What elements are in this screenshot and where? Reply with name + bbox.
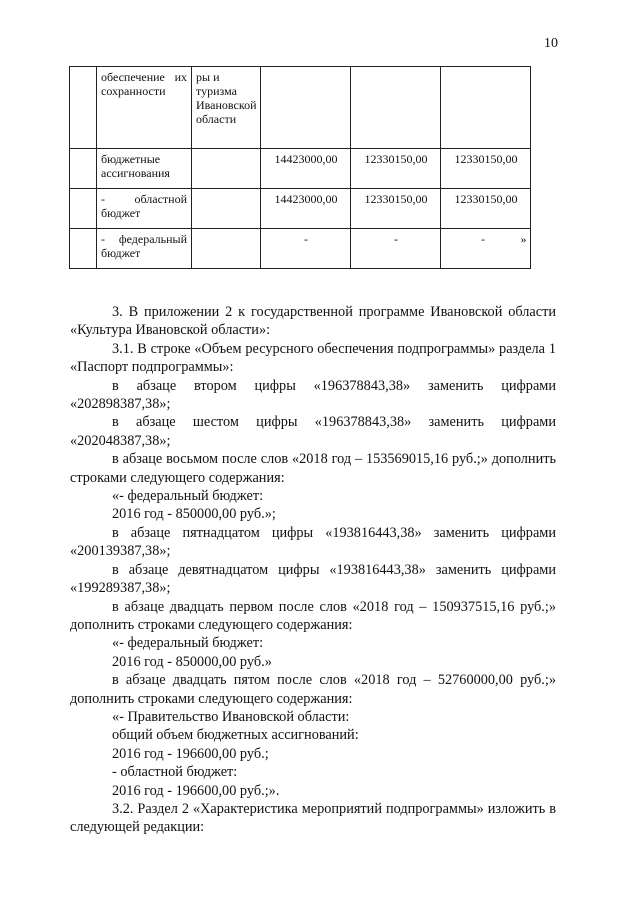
table-row xyxy=(70,149,531,189)
amount-2018-cell: 12330150,00 xyxy=(441,149,531,189)
amount-2016-cell: - xyxy=(261,229,351,269)
paragraph: в абзаце шестом цифры «196378843,38» заменить цифрами «202048387,38»; xyxy=(70,414,556,449)
description-word: - xyxy=(101,192,105,206)
amount-2017-cell: 12330150,00 xyxy=(351,189,441,229)
row-number-cell xyxy=(70,149,97,189)
description-line xyxy=(101,232,187,246)
table-row xyxy=(70,229,531,269)
amount-value: - xyxy=(480,232,485,246)
paragraph: в абзаце девятнадцатом цифры «193816443,38» заменить цифрами «199289387,38»; xyxy=(70,561,556,597)
paragraph: в абзаце двадцать пятом после слов «2018 год – 52760000,00 руб.;» дополнить строками следующего содержания: xyxy=(70,672,556,707)
description-word: обеспечение xyxy=(101,70,165,84)
paragraph: в абзаце пятнадцатом цифры «193816443,38» заменить цифрами «200139387,38»; xyxy=(70,524,556,560)
description-word: федеральный xyxy=(118,232,187,246)
amount-2018-cell: 12330150,00 xyxy=(441,189,531,229)
amount-line xyxy=(445,232,526,246)
table-row xyxy=(70,67,531,149)
description-line xyxy=(101,70,187,84)
executor-cell xyxy=(192,149,261,189)
amount-2017-cell xyxy=(351,67,441,149)
description-rest: сохранности xyxy=(101,84,166,98)
table-row xyxy=(70,189,531,229)
amount-2018-cell xyxy=(441,67,531,149)
row-number-cell xyxy=(70,67,97,149)
amount-2016-cell xyxy=(261,67,351,149)
paragraph: 2016 год - 850000,00 руб.»; xyxy=(112,506,276,523)
paragraph: в абзаце втором цифры «196378843,38» заменить цифрами «202898387,38»; xyxy=(70,377,556,413)
executor-cell xyxy=(192,189,261,229)
amount-2017-cell: 12330150,00 xyxy=(351,149,441,189)
description-line xyxy=(101,192,187,206)
paragraph: 2016 год - 196600,00 руб.;». xyxy=(112,782,280,799)
budget-table xyxy=(69,66,531,269)
closing-quote: » xyxy=(520,232,527,246)
row-number-cell xyxy=(70,229,97,269)
description-cell xyxy=(97,189,192,229)
description-word: их xyxy=(174,70,187,84)
paragraph: в абзаце восьмом после слов «2018 год – 153569015,16 руб.;» дополнить строками следующего содержания: xyxy=(70,451,556,486)
page-number: 10 xyxy=(544,36,558,51)
description-rest: бюджет xyxy=(101,206,141,220)
paragraph: «- федеральный бюджет: xyxy=(112,488,264,505)
amount-2017-cell: - xyxy=(351,229,441,269)
paragraph: в абзаце двадцать первом после слов «2018 год – 150937515,16 руб.;» дополнить строками следующего содержания: xyxy=(70,598,556,633)
paragraph: 3.2. Раздел 2 «Характеристика мероприятий подпрограммы» изложить в следующей редакции: xyxy=(70,800,556,836)
paragraph: 2016 год - 850000,00 руб.» xyxy=(112,653,272,670)
paragraph: «- федеральный бюджет: xyxy=(112,635,264,652)
executor-cell xyxy=(192,229,261,269)
executor-cell: ры и туризма Ивановской области xyxy=(192,67,261,149)
description-word: областной xyxy=(134,192,187,206)
paragraph: 3.1. В строке «Объем ресурсного обеспечения подпрограммы» раздела 1 «Паспорт подпрограммы»: xyxy=(70,340,556,376)
amount-2018-cell xyxy=(441,229,531,269)
amount-2016-cell: 14423000,00 xyxy=(261,189,351,229)
description-cell: бюджетные ассигнования xyxy=(97,149,192,189)
paragraph: общий объем бюджетных ассигнований: xyxy=(112,727,359,744)
description-rest: бюджет xyxy=(101,246,141,260)
row-number-cell xyxy=(70,189,97,229)
description-cell xyxy=(97,67,192,149)
paragraph: - областной бюджет: xyxy=(112,764,238,781)
description-word: - xyxy=(101,232,105,246)
paragraph: «- Правительство Ивановской области: xyxy=(112,708,350,725)
paragraph: 2016 год - 196600,00 руб.; xyxy=(112,745,269,762)
paragraph: 3. В приложении 2 к государственной программе Ивановской области «Культура Ивановской области»: xyxy=(70,304,556,339)
amount-2016-cell: 14423000,00 xyxy=(261,149,351,189)
description-cell xyxy=(97,229,192,269)
document-body xyxy=(70,303,556,837)
